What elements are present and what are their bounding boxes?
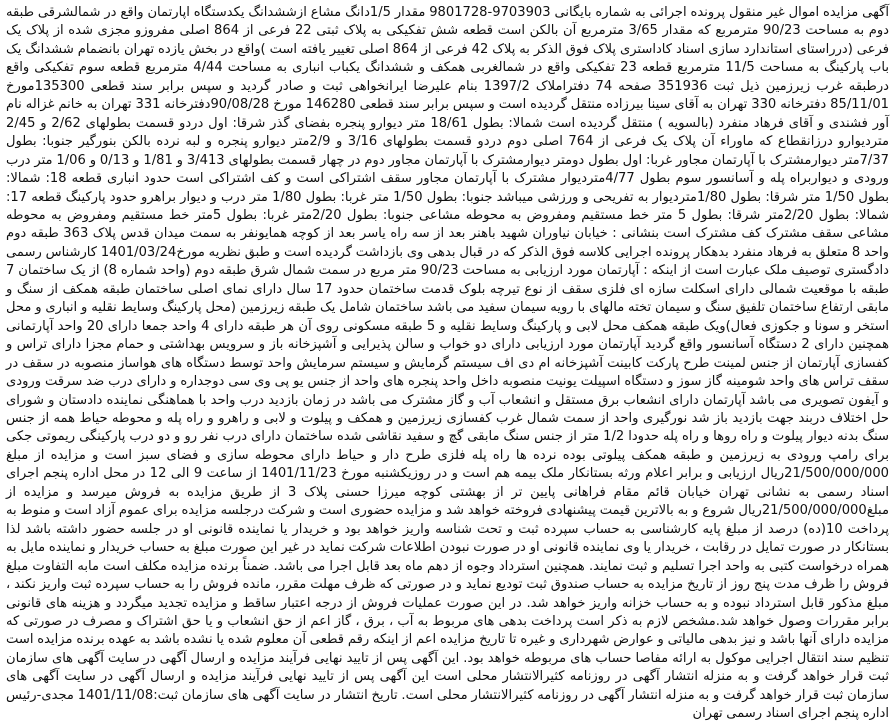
notice-body: آگهی مزایده اموال غیر منقول پرونده اجرائی به شماره بایگانی 9703903-9801728 مقدار 1/5دانگ مشاع ازششدانگ یکدستگاه اپارتمان واقع در شمالشرقی طبقه دوم به مساحت 90/23 مترمربع که مقدار 3/65 مترمربع آن بالکن است قطعه شش تفکیکی به پلاک ثبتی 22 فرعی از 864 اصلی مفروزو مجزی شده از پلاک یک فرعی (درراستای استاندارد سازی اسناد کاداستری پلاک فوق الذکر به پلاک 42 فرعی از 864 اصلی تغییر یافته است )واقع در بخش یازده تهران بانضمام ششدانگ یک باب پارکینگ به مساحت 11/5 مترمربع قطعه 23 تفکیکی واقع در شمالغربی همکف و ششدانگ یکباب انباری به مساحت 4/44 مترمربع قطعه سوم تفکیکی واقع درطبقه غرب زیرزمین ذیل ثبت 351936 صفحه 74 دفتراملاک 1397/2 بنام علیرضا ایرانخواهی ثبت و صادر گردید و سپس برابر سند قطعی 135300مورخ 85/11/01 دفترخانه 330 تهران به آقای سینا بیرزاده منتقل گردیده است و سپس برابر سند قطعی 146280 مورخ 90/08/28دفترخانه 331 تهران به خانم غزاله نام آور فشندی و آقای فرهاد منفرد (بالسویه ) منتقل گردیده است شمالا: بطول 18/61 متر دیوارو پنجره بفضای گذر شرقا: اول دردو قسمت بطولهای 2/62 و 2/45 متردیوارو درزانقطاع که ماوراء آن پلاک یک فرعی از 764 اصلی دوم دردو قسمت بطولهای 3/16 و 2/9متر دیوارو پنجره و لبه نرده بالکن بنورگیر جنوبا: بطول 7/37متر دیوارمشترک با آپارتمان مجاور غربا: اول بطول دومتر دیوارمشترک با آپارتمان مجاور دوم در چهار قسمت بطولهای 3/413 و 1/81 و 0/13 و 1/06 متر درب ورودی و دیواربراه پله و آسانسور سوم بطول 4/77متردیوار مشترک با آپارتمان مجاور سقف اشتراکی است و کف اشتراکی است حدود انباری قطعه 18: شمالا: بطول 1/50 متر شرقا: بطول 1/80متردیوار به تفریحی و ورزشی میباشد جنوبا: بطول 1/50 متر غربا: بطول 1/80 متر درب و دیوار براهرو حدود پارکینگ قطعه 17: شمالا: بطول 2/20متر شرقا: بطول 5 متر خط مستقیم ومفروض به محوطه مشاعی جنوبا: بطول 2/20متر غربا: بطول 5متر خط مستقیم ومفروض به محوطه مشاعی سقف مشترک کف مشترک است بنشانی : خیابان نیاوران شهید باهنر بعد از سه راه یاسر بعد از کوچه همایونفر به سمت میدان قدس پلاک 363 طبقه دوم واحد 8 متعلق به فرهاد منفرد بدهکار پرونده اجرایی کلاسه فوق الذکر که در قبال بدهی وی بازداشت گردیده است و طبق نظریه مورخ1401/03/24 کارشناس رسمی دادگستری توصیف ملک عبارت است از اینکه : آپارتمان مورد ارزیابی به مساحت 90/23 متر مربع در سمت شمال شرق طبقه دوم (واحد شماره 8) از یک ساختمان 7 طبقه با موقعیت شمالی دارای اسکلت سازه ای فلزی سقف از نوع تیرچه بلوک قدمت ساختمان حدود 17 سال دارای نمای اصلی ساختمان طبقه همکف از سنگ و مابقی ارتفاع ساختمان تلفیق سنگ و سیمان تخته مالهای با رویه سیمان سفید می باشد ساختمان شامل یک طبقه زیرزمین (محل پارکینگ وسایط نقلیه و انباری و محل استخر و سونا و جکوزی فعال)ویک طبقه همکف محل لابی و پارکینگ وسایط نقلیه و 5 طبقه مسکونی روی آن هر طبقه دارای 4 واحد جمعا دارای 20 واحد آپارتمانی همچنین دارای 2 دستگاه آسانسور واقع گردید آپارتمان مورد ارزیابی دارای دو خواب و سالن پذیرایی و آشپزخانه باز و سرویس بهداشتی و حمام مجزا دارای تراس و کفسازی آپارتمان از جنس لمینت طرح پارکت کابینت آشپزخانه ام دی اف سیستم گرمایش و سیستم سرمایش واحد توسط دستگاه های هواساز منصوبه در سقف در سقف تراس های واحد شومینه گاز سوز و دستگاه اسپیلت یونیت منصوبه داخل واحد پنجره های واحد از جنس یو پی وی سی دوجداره و دارای درب ضد سرقت ورودی و آیفون تصویری می باشد آپارتمان دارای انشعاب برق مستقل و انشعاب آب و گاز مشترک می باشد در زمان بازدید درب واحد با هماهنگی نماینده دادستان و شورای حل اختلاف دربند جهت بازدید باز شد نورگیری واحد از سمت شمال غرب کفسازی زیرزمین و همکف و پیلوت و لابی و راهرو و راه پله و محوطه حیاط همه از جنس سنگ بدنه دیوار پیلوت و راه روها و راه پله حدودا 1/2 متر از جنس سنگ مابقی گچ و سفید نقاشی شده ساختمان دارای درب نفر رو و دو درب پارکینگی ریموتی جکی برای رامپ ورودی به زیرزمین و طبقه همکف پیلوتی بوده نرده ها راه پله فلزی طرح دار و حیاط دارای محوطه سازی و فضای سبز است و مزایده از مبلغ 21/500/000/000ریال ارزیابی و برابر اعلام ورثه بستانکار ملک بیمه هم است و در روزیکشنبه مورخ 1401/11/23 از ساعت 9 الی 12 در محل اداره پنجم اجرای اسناد رسمی به نشانی تهران خیابان قائم مقام فراهانی پایین تر از بهشتی کوچه میرزا حسنی پلاک 3 از طریق مزایده به فروش میرسد و مزایده از مبلغ21/500/000/000ریال شروع و به بالاترین قیمت پیشنهادی فروخته خواهد شد و مزایده حضوری است و شرکت درجلسه مزایده برای عموم آزاد است و منوط به پرداخت 10(ده) درصد از مبلغ پایه کارشناسی به حساب سپرده ثبت و تحت شناسه واریز خواهد بود و خریدار یا نماینده قانونی او در جلسه حضور داشته باشد لذا بستانکار در صورت تمایل در رقابت ، خریدار یا وی نماینده قانونی او در صورت نبودن اطلاعات شرکت نماید در غیر این صورت مبلغ به حساب خریدار و نماینده مایل به همراه درخواست کتبی به واحد اجرا تسلیم و ثبت نمایند. همچنین استرداد وجوه از دهم ماه بعد قابل اجرا می باشد. ضمناً برنده مزایده مکلف است مابه التفاوت مبلغ فروش را ظرف مدت پنج روز از تاریخ مزایده به حساب صندوق ثبت تودیع نماید و در صورتی که ظرف مهلت مقرر، مانده فروش را به حساب سپرده ثبت واریز نکند ، مبلغ مذکور قابل استرداد نبوده و به حساب خزانه واریز خواهد شد. در این صورت عملیات فروش از درجه اعتبار ساقط و مزایده تجدید میگردد و هزینه های قانونی برابر مقررات وصول خواهد شد.مشخص لازم به ذکر است پرداخت بدهی های مربوط به آب ، برق ، گاز اعم از حق انشعاب و یا حق اشتراک و مصرف در صورتی که مزایده دارای آنها باشد و نیز بدهی مالیاتی و عوارض شهرداری و غیره تا تاریخ مزایده اعم از اینکه رقم قطعی آن معلوم شده یا نشده باشد به عهده برنده مزایده است تنظیم سند انتقال اجرایی موکول به ارائه مفاصا حساب های مربوطه خواهد بود. این آگهی پس از تایید نهایی فرآیند مزایده و ارسال آگهی در سایت آگهی های سازمان ثبت قرار خواهد گرفت و به منزله انتشار آگهی در روزنامه کثیرالانتشار محلی است این آگهی پس از تایید نهایی فرآیند مزایده و ارسال آگهی در سایت آگهی های سازمان ثبت قرار خواهد گرفت و به منزله انتشار آگهی در روزنامه کثیرالانتشار محلی است. تاریخ انتشار در سایت آگهی های سازمان ثبت:1401/11/08 مجدی-رئیس اداره پنجم اجرای اسناد رسمی تهران	[6, 5, 890, 722]
